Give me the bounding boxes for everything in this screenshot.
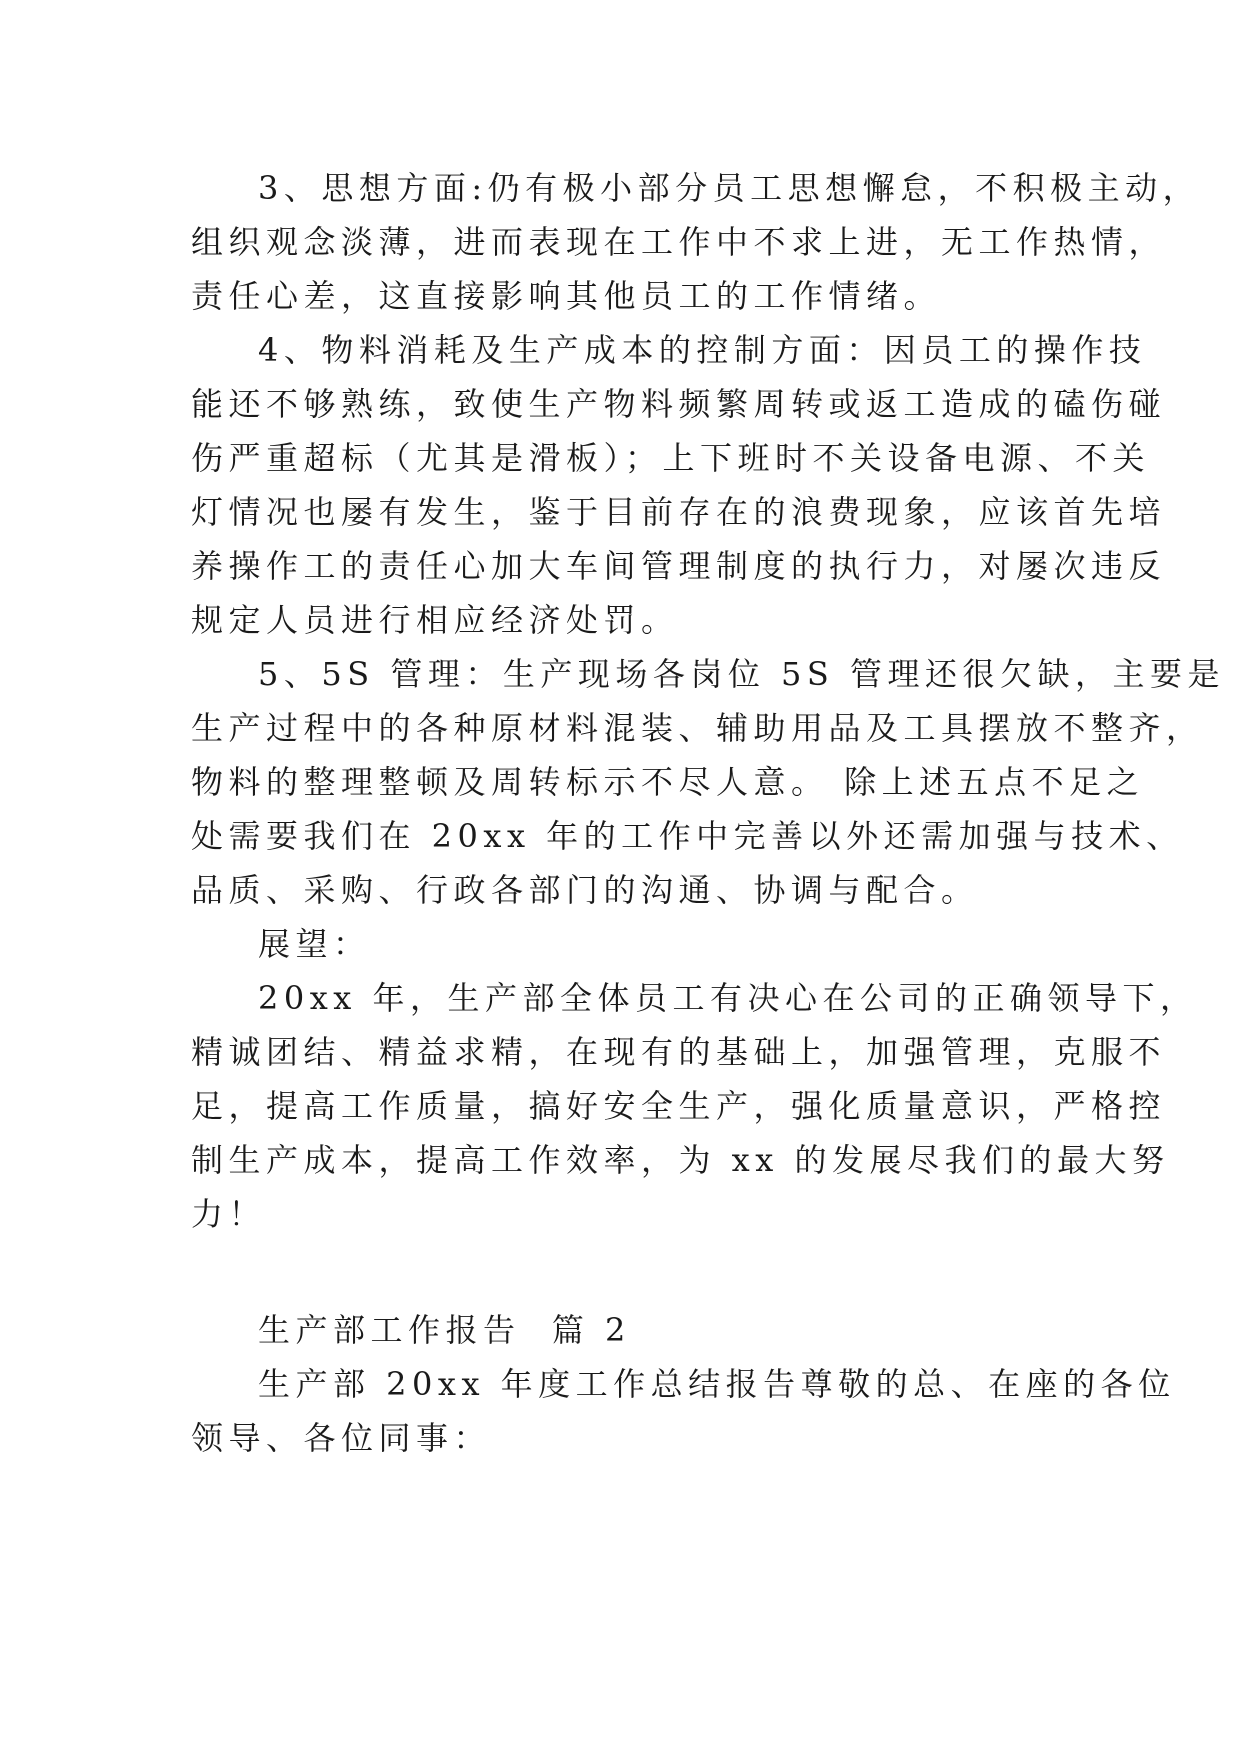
paragraph-5-line-4: 处需要我们在 20xx 年的工作中完善以外还需加强与技术、 <box>191 817 1184 855</box>
paragraph-4-line-1: 4、物料消耗及生产成本的控制方面：因员工的操作技 <box>258 331 1147 369</box>
paragraph-4-line-5: 养操作工的责任心加大车间管理制度的执行力，对屡次违反 <box>191 547 1167 585</box>
paragraph-5-line-2: 生产过程中的各种原材料混装、辅助用品及工具摆放不整齐， <box>191 709 1204 747</box>
paragraph-4-line-3: 伤严重超标（尤其是滑板）；上下班时不关设备电源、不关 <box>191 439 1151 477</box>
paragraph-4-line-2: 能还不够熟练，致使生产物料频繁周转或返工造成的磕伤碰 <box>191 385 1167 423</box>
outlook-line-3: 足，提高工作质量，搞好安全生产，强化质量意识，严格控 <box>191 1087 1167 1125</box>
outlook-line-5: 力！ <box>191 1195 267 1233</box>
paragraph-3-line-3: 责任心差，这直接影响其他员工的工作情绪。 <box>191 277 942 315</box>
paragraph-3-line-2: 组织观念淡薄，进而表现在工作中不求上进，无工作热情， <box>191 223 1167 261</box>
paragraph-5-line-1: 5、5S 管理：生产现场各岗位 5S 管理还很欠缺，主要是 <box>258 655 1225 693</box>
outlook-line-2: 精诚团结、精益求精，在现有的基础上，加强管理，克服不 <box>191 1033 1167 1071</box>
paragraph-4-line-6: 规定人员进行相应经济处罚。 <box>191 601 679 639</box>
outlook-line-4: 制生产成本，提高工作效率，为 xx 的发展尽我们的最大努 <box>191 1141 1170 1179</box>
paragraph-5-line-3: 物料的整理整顿及周转标示不尽人意。 除上述五点不足之 <box>191 763 1145 801</box>
outlook-heading: 展望： <box>258 925 371 963</box>
section-title: 生产部工作报告 篇 2 <box>258 1311 631 1349</box>
paragraph-5-line-5: 品质、采购、行政各部门的沟通、协调与配合。 <box>191 871 979 909</box>
paragraph-3-line-1: 3、思想方面:仍有极小部分员工思想懈怠，不积极主动， <box>258 169 1201 207</box>
report-intro-line-1: 生产部 20xx 年度工作总结报告尊敬的总、在座的各位 <box>258 1365 1176 1403</box>
outlook-line-1: 20xx 年，生产部全体员工有决心在公司的正确领导下， <box>258 979 1198 1017</box>
paragraph-4-line-4: 灯情况也屡有发生，鉴于目前存在的浪费现象，应该首先培 <box>191 493 1167 531</box>
report-intro-line-2: 领导、各位同事： <box>191 1419 492 1457</box>
